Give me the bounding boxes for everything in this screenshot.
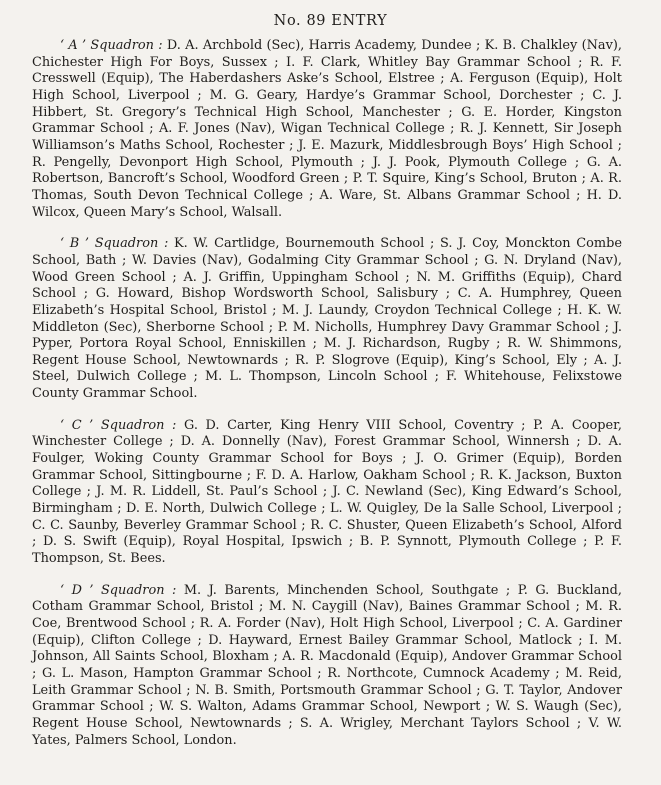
squadron-c-paragraph (32, 418, 622, 568)
squadron-b-entries: K. W. Cartlidge, Bournemouth School ; S. J. Coy, Monckton Combe School, Bath ; W. Davies (Nav), Godalming City Grammar School ; G. N. Dryland (Nav), Wood Green School ; A. J. Griffin, Uppingham School ; N. M. Griffiths (Equip), Chard School ; G. Howard, Bishop Wordsworth School, Salisbury ; C. A. Humphrey, Queen Elizabeth’s Hospital School, Bristol ; M. J. Laundy, Croydon Technical College ; H. K. W. Middleton (Sec), Sherborne School ; P. M. Nicholls, Humphrey Davy Grammar School ; J. Pyper, Portora Royal School, Enniskillen ; M. J. Richardson, Rugby ; R. W. Shimmons, Regent House School, Newtownards ; R. P. Slogrove (Equip), King’s School, Ely ; A. J. Steel, Dulwich College ; M. L. Thompson, Lincoln School ; F. Whitehouse, Felixstowe County Grammar School. (32, 236, 623, 402)
squadron-d-paragraph (32, 583, 622, 750)
squadron-c-entries: G. D. Carter, King Henry VIII School, Coventry ; P. A. Cooper, Winchester College ; D. A. Donnelly (Nav), Forest Grammar School, Winnersh ; D. A. Foulger, Woking County Grammar School for Boys ; J. O. Grimer (Equip), Borden Grammar School, Sittingbourne ; F. D. A. Harlow, Oakham School ; R. K. Jackson, Buxton College ; J. M. R. Liddell, St. Paul’s School ; J. C. Newland (Sec), King Edward’s School, Birmingham ; D. E. North, Dulwich College ; L. W. Quigley, De la Salle School, Liverpool ; C. C. Saunby, Beverley Grammar School ; R. C. Shuster, Queen Elizabeth’s School, Alford ; D. S. Swift (Equip), Royal Hospital, Ipswich ; B. P. Synnott, Plymouth College ; P. F. Thompson, St. Bees. (32, 417, 622, 567)
page-title: No. 89 ENTRY (273, 13, 388, 29)
squadron-a-paragraph (32, 38, 622, 221)
squadron-d-label: ‘ D ’ Squadron : (60, 582, 177, 598)
squadron-a-entries: D. A. Archbold (Sec), Harris Academy, Dundee ; K. B. Chalkley (Nav), Chichester High For Boys, Sussex ; I. F. Clark, Whitley Bay Grammar School ; R. F. Cresswell (Equip), The Haberdashers Aske’s School, Elstree ; A. Ferguson (Equip), Holt High School, Liverpool ; M. G. Geary, Hardye’s Grammar School, Dorchester ; C. J. Hibbert, St. Gregory’s Technical High School, Manchester ; G. E. Horder, Kingston Grammar School ; A. F. Jones (Nav), Wigan Technical College ; R. J. Kennett, Sir Joseph Williamson’s Maths School, Rochester ; J. E. Mazurk, Middlesbrough Boys’ High School ; R. Pengelly, Devonport High School, Plymouth ; J. J. Pook, Plymouth College ; G. A. Robertson, Bancroft’s School, Woodford Green ; P. T. Squire, King’s School, Bruton ; A. R. Thomas, South Devon Technical College ; A. Ware, St. Albans Grammar School ; H. D. Wilcox, Queen Mary’s School, Walsall. (32, 38, 622, 220)
squadron-a-label: ‘ A ’ Squadron : (60, 38, 163, 53)
squadron-b-label: ‘ B ’ Squadron : (60, 236, 169, 252)
entry-list (32, 38, 622, 764)
squadron-b-paragraph (32, 236, 622, 403)
squadron-c-label: ‘ C ’ Squadron : (60, 417, 177, 433)
squadron-d-entries: M. J. Barents, Minchenden School, Southgate ; P. G. Buckland, Cotham Grammar School, Bristol ; M. N. Caygill (Nav), Baines Grammar School ; M. R. Coe, Brentwood School ; R. A. Forder (Nav), Holt High School, Liverpool ; C. A. Gardiner (Equip), Clifton College ; D. Hayward, Ernest Bailey Grammar School, Matlock ; I. M. Johnson, All Saints School, Bloxham ; A. R. Macdonald (Equip), Andover Grammar School ; G. L. Mason, Hampton Grammar School ; R. Northcote, Cumnock Academy ; M. Reid, Leith Grammar School ; N. B. Smith, Portsmouth Grammar School ; G. T. Taylor, Andover Grammar School ; W. S. Walton, Adams Grammar School, Newport ; W. S. Waugh (Sec), Regent House School, Newtownards ; S. A. Wrigley, Merchant Taylors School ; V. W. Yates, Palmers School, London. (32, 582, 623, 748)
